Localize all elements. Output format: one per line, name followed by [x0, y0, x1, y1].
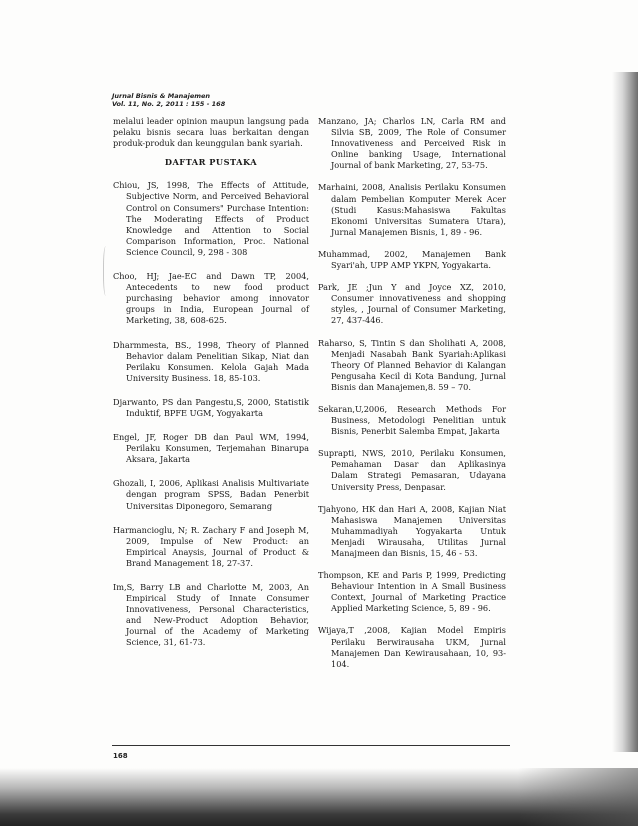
- journal-issue: Vol. 11, No. 2, 2011 : 155 - 168: [112, 100, 226, 108]
- reference-entry: Dharmmesta, BS., 1998, Theory of Planned Behavior dalam Penelitian Sikap, Niat dan Perilaku Konsumen. Kelola Gajah Mada University Business. 18, 85-103.: [113, 339, 309, 383]
- reference-entry: Tjahyono, HK dan Hari A, 2008, Kajian Niat Mahasiswa Manajemen Universitas Muhammadiyah Yogyakarta Untuk Menjadi Wirausaha, Utilitas Jurnal Manajmeen dan Bisnis, 15, 46 - 53.: [318, 503, 506, 558]
- journal-name: Jurnal Bisnis & Manajemen: [112, 92, 211, 100]
- page-number: 168: [113, 752, 128, 760]
- reference-entry: Wijaya,T ,2008, Kajian Model Empiris Perilaku Berwirausaha UKM, Jurnal Manajemen Dan Kewirausahaan, 10, 93-104.: [318, 625, 506, 669]
- reference-entry: Harmancioglu, N; R. Zachary F and Joseph M, 2009, Impulse of New Product: an Empirical Anaysis, Journal of Product & Brand Management 18, 27-37.: [113, 524, 309, 568]
- reference-entry: Chiou, JS, 1998, The Effects of Attitude, Subjective Norm, and Perceived Behavioral Control on Consumers" Purchase Intention: The Moderating Effects of Product Knowledge and Attention to Social Comparison Information, Proc. National Science Council, 9, 298 - 308: [113, 180, 309, 257]
- reference-entry: Muhammad, 2002, Manajemen Bank Syari'ah, UPP AMP YKPN, Yogyakarta.: [318, 248, 506, 271]
- reference-entry: Manzano, JA; Charlos LN, Carla RM and Silvia SB, 2009, The Role of Consumer Innovativeness and Perceived Risk in Online banking Usage, International Journal of bank Marketing, 27, 53-75.: [318, 116, 506, 171]
- reference-entry: Thompson, KE and Paris P, 1999, Predicting Behaviour Intention in A Small Business Context, Journal of Marketing Practice Applied Marketing Science, 5, 89 - 96.: [318, 570, 506, 614]
- reference-entry: Ghozali, I, 2006, Aplikasi Analisis Multivariate dengan program SPSS, Badan Penerbit Universitas Diponegoro, Semarang: [113, 478, 309, 511]
- reference-entry: Sekaran,U,2006, Research Methods For Business, Metodologi Penelitian untuk Bisnis, Penerbit Salemba Empat, Jakarta: [318, 403, 506, 437]
- reference-entry: Im,S, Barry LB and Charlotte M, 2003, An Empirical Study of Innate Consumer Innovativeness, Personal Characteristics, and New-Product Adoption Behavior, Journal of the Academy of Marketing Science, 31, 61-73.: [113, 582, 309, 648]
- section-heading: DAFTAR PUSTAKA: [164, 157, 258, 168]
- page-edge-shadow: [612, 72, 638, 752]
- margin-mark: [103, 246, 110, 296]
- bottom-scan-shadow: [0, 768, 638, 826]
- reference-entry: Raharso, S, Tintin S dan Sholihati A, 2008, Menjadi Nasabah Bank Syariah:Aplikasi Theory Of Planned Behavior di Kalangan Pengusaha Kecil di Kota Bandung, Jurnal Bisnis dan Manajemen,8. 59 – 70.: [318, 337, 506, 392]
- reference-entry: Suprapti, NWS, 2010, Perilaku Konsumen, Pemahaman Dasar dan Aplikasinya Dalam Strategi Pemasaran, Udayana University Press, Denpasar.: [318, 448, 506, 492]
- journal-header: [112, 92, 225, 108]
- reference-entry: Engel, JF, Roger DB dan Paul WM, 1994, Perilaku Konsumen, Terjemahan Binarupa Aksara, Jakarta: [113, 432, 309, 465]
- reference-entry: Park, JE ;Jun Y and Joyce XZ, 2010, Consumer innovativeness and shopping styles, , Journal of Consumer Marketing, 27, 437-446.: [318, 282, 506, 326]
- left-column: [113, 116, 309, 662]
- reference-entry: Marhaini, 2008, Analisis Perilaku Konsumen dalam Pembelian Komputer Merek Acer (Studi Kasus:Mahasiswa Fakultas Ekonomi Universitas Sumatera Utara), Jurnal Manajemen Bisnis, 1, 89 - 96.: [318, 182, 506, 237]
- right-column: [318, 116, 506, 681]
- footer-rule: [112, 745, 510, 746]
- reference-entry: Djarwanto, PS dan Pangestu,S, 2000, Statistik Induktif, BPFE UGM, Yogyakarta: [113, 396, 309, 418]
- intro-paragraph: melalui leader opinion maupun langsung pada pelaku bisnis secara luas berkaitan dengan produk-produk dan keunggulan bank syariah.: [113, 116, 309, 149]
- reference-entry: Choo, HJ; Jae-EC and Dawn TP, 2004, Antecedents to new food product purchasing behavior among innovator groups in India, European Journal of Marketing, 38, 608-625.: [113, 271, 309, 326]
